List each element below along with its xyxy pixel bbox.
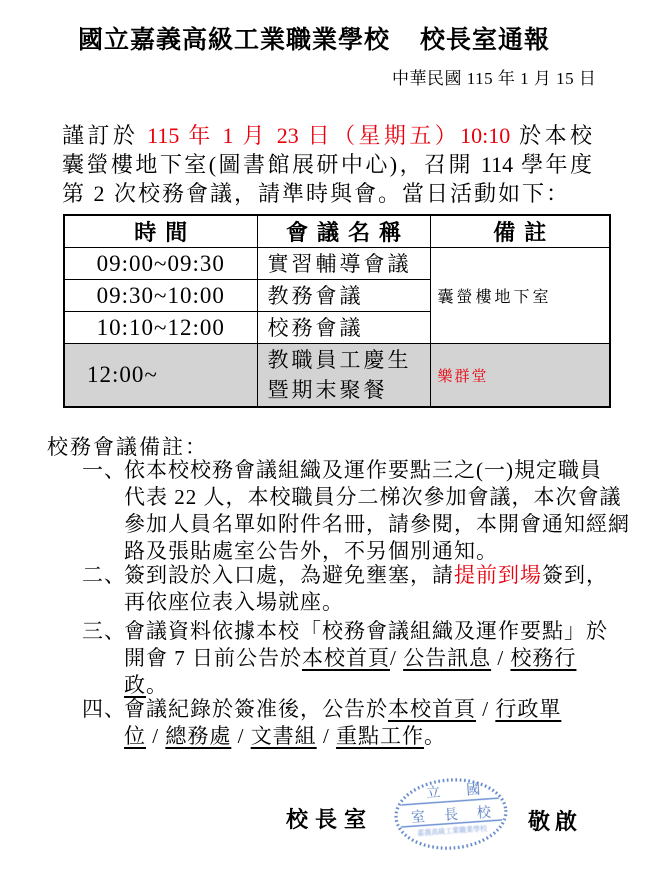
text-segment: 囊螢樓地下室(圖書館展研中心)，召開 114 學年度 (62, 152, 592, 177)
underlined-text: 總務處 (165, 724, 232, 748)
table-row (64, 248, 610, 280)
note-content (124, 457, 630, 565)
stamp-top-text: 立國 (425, 781, 507, 802)
text-segment: 第 2 次校務會議，請準時與會。當日活動如下： (62, 181, 571, 206)
note-content (124, 696, 561, 750)
text-segment: 路及張貼處室公告外，不另個別通知。 (124, 539, 498, 563)
intro-line-2 (62, 150, 592, 179)
text-segment: 。 (424, 724, 447, 748)
table-header-row (64, 215, 610, 248)
text-segment: 簽到， (542, 563, 608, 587)
header-meeting-name: 會議名稱 (257, 215, 430, 248)
note-line (124, 538, 630, 565)
intro-paragraph (62, 121, 592, 208)
note-content (124, 618, 608, 699)
meeting-name-cell: 教職員工慶生暨期末聚餐 (257, 344, 430, 408)
meeting-name-cell: 教務會議 (257, 280, 430, 312)
stamp-band-text: 室長校 (410, 804, 511, 827)
note-line (124, 484, 630, 511)
time-cell: 12:00~ (64, 344, 257, 408)
text-segment: / (316, 724, 337, 748)
text-segment: 會議資料依據本校「校務會議組織及運作要點」於 (124, 619, 608, 643)
issue-date: 中華民國 115 年 1 月 15 日 (392, 69, 597, 88)
intro-line-3 (62, 179, 592, 208)
text-segment: 開會 7 日前公告於 (124, 646, 302, 670)
note-line (124, 511, 630, 538)
header-remarks: 備註 (430, 215, 610, 248)
note-marker: 三、 (82, 619, 126, 643)
venue-merged-cell: 囊螢樓地下室 (430, 248, 610, 344)
time-cell: 09:30~10:00 (64, 280, 257, 312)
note-item-3 (82, 618, 608, 699)
text-segment: 會議紀錄於簽准後，公告於 (124, 697, 388, 721)
text-segment: 再依座位表入場就座。 (124, 590, 344, 614)
underlined-text: 公告訊息 (403, 646, 492, 670)
note-line (124, 618, 608, 645)
note-marker: 二、 (82, 563, 126, 587)
text-segment: 依本校校務會議組織及運作要點三之(一)規定職員 (124, 458, 602, 482)
text-segment: 謹訂於 (62, 123, 148, 148)
note-marker: 四、 (82, 697, 126, 721)
underlined-text: 位 (124, 724, 146, 748)
schedule-table (63, 214, 611, 408)
underlined-text: 本校首頁 (302, 646, 390, 670)
meeting-name-cell: 校務會議 (257, 312, 430, 344)
highlight-text: 提前到場 (454, 563, 542, 587)
note-item-1 (82, 457, 630, 565)
school-name: 國立嘉義高級工業職業學校 (78, 27, 391, 54)
intro-line-1 (62, 121, 592, 150)
doc-type: 校長室通報 (420, 27, 551, 54)
page-title (78, 20, 550, 56)
time-cell: 09:00~09:30 (64, 248, 257, 280)
signature-closing: 敬啟 (528, 809, 583, 834)
stamp-small-text: 嘉義高級工業職業學校 (416, 824, 488, 838)
note-line (124, 696, 561, 723)
note-marker: 一、 (82, 458, 126, 482)
text-segment: 代表 22 人，本校職員分二梯次參加會議，本次會議 (124, 485, 622, 509)
underlined-text: 重點工作 (336, 724, 425, 748)
meeting-name-cell: 實習輔導會議 (257, 248, 430, 280)
underlined-text: 政 (124, 673, 146, 697)
notes-heading: 校務會議備註： (47, 435, 208, 459)
note-item-2 (82, 562, 608, 616)
table-row-shaded (64, 344, 610, 408)
note-line (124, 645, 608, 672)
text-segment: / (476, 697, 496, 721)
principal-office-stamp (387, 769, 515, 861)
text-segment: / (491, 646, 511, 670)
underlined-text: 文書組 (250, 724, 317, 748)
time-cell: 10:10~12:00 (64, 312, 257, 344)
text-segment: 於本校 (510, 123, 592, 148)
text-segment: 。 (146, 673, 168, 697)
highlight-text: 115 年 1 月 23 日（星期五）10:10 (147, 123, 511, 148)
text-segment: / (146, 724, 166, 748)
note-content (124, 562, 608, 616)
header-time: 時間 (64, 215, 257, 248)
text-segment: / (231, 724, 251, 748)
signature-office: 校長室 (286, 807, 374, 832)
text-segment: 參加人員名單如附件名冊，請參閱，本開會通知經網 (124, 512, 630, 536)
note-line (124, 562, 608, 589)
underlined-text: 校務行 (510, 646, 577, 670)
underlined-text: 行政單 (495, 697, 562, 721)
text-segment: 簽到設於入口處，為避免壅塞，請 (124, 563, 454, 587)
note-item-4 (82, 696, 561, 750)
note-line (124, 672, 608, 699)
venue-cell-highlight: 樂群堂 (430, 344, 610, 408)
note-line (124, 723, 561, 750)
underlined-text: 本校首頁 (388, 697, 476, 721)
note-line (124, 457, 630, 484)
text-segment: / (390, 646, 404, 670)
note-line (124, 589, 608, 616)
